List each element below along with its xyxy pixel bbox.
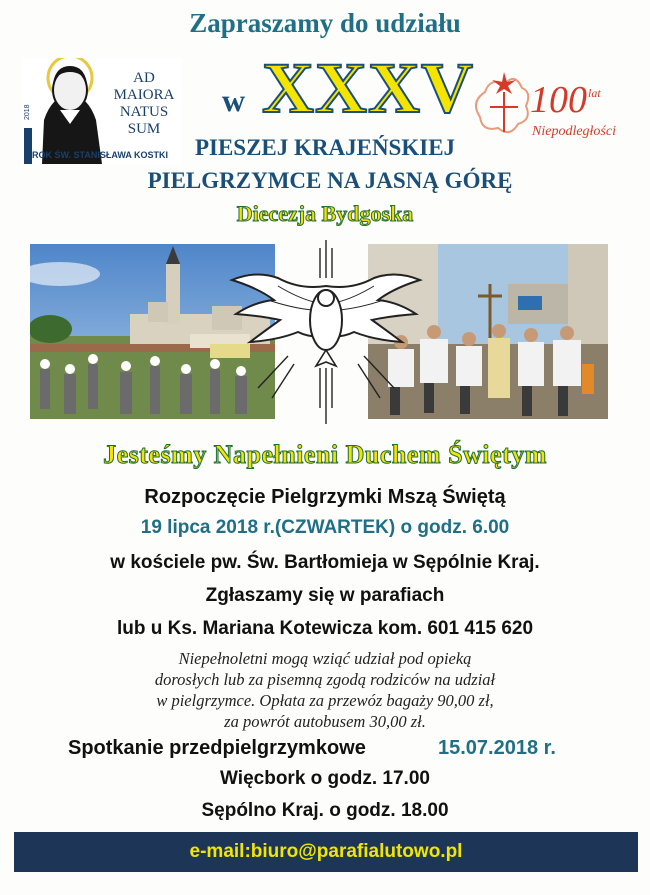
meeting-city-2: Sępólno Kraj. o godz. 18.00 — [201, 800, 449, 821]
logo-motto-line: MAIORA — [113, 87, 175, 103]
contact-line: lub u Ks. Mariana Kotewicza kom. 601 415 620 — [116, 618, 534, 639]
note-line-3: w pielgrzymce. Opłata za przewóz bagaży 90,00 zł, — [156, 691, 494, 710]
logo-year: 2018 — [24, 104, 31, 120]
meeting-city-1: Więcbork o godz. 17.00 — [220, 768, 430, 789]
title-line-3: PIELGRZYMCE NA JASNĄ GÓRĘ — [147, 168, 513, 193]
logo-lat: lat — [588, 86, 601, 100]
registration-line: Zgłaszamy się w parafiach — [205, 585, 445, 606]
logo-footer-text: ROK ŚW. STANISŁAWA KOSTKI — [32, 150, 169, 160]
note-line-1: Niepełnoletni mogą wziąć udział pod opieką — [178, 649, 472, 668]
logo-independence-word: Niepodległości — [532, 124, 616, 139]
logo-100: 100 — [530, 79, 587, 121]
email-link[interactable]: e-mail:biuro@parafialutowo.pl — [189, 841, 463, 862]
note-line-2: dorosłych lub za pisemną zgodą rodziców na udział — [154, 670, 496, 689]
holy-spirit-dove-icon — [228, 238, 424, 428]
start-date-line: 19 lipca 2018 r.(CZWARTEK) o godz. 6.00 — [140, 517, 510, 538]
meeting-label: Spotkanie przedpielgrzymkowe — [68, 737, 366, 759]
meeting-date: 15.07.2018 r. — [438, 737, 556, 759]
note-line-4: za powrót autobusem 30,00 zł. — [224, 712, 426, 731]
invite-heading: Zapraszamy do udziału — [189, 8, 461, 38]
motto-heading: Jesteśmy Napełnieni Duchem Świętym — [103, 440, 547, 469]
logo-motto-line: SUM — [127, 121, 161, 137]
logo-motto-line: NATUS — [119, 104, 169, 120]
title-line-2: PIESZEJ KRAJEŃSKIEJ — [194, 135, 456, 160]
church-line: w kościele pw. Św. Bartłomieja w Sępólnie Kraj. — [110, 552, 540, 573]
diocese-label: Diecezja Bydgoska — [236, 201, 414, 226]
logo-motto — [110, 70, 178, 138]
edition-number: XXXV — [262, 48, 474, 128]
title-w: w — [222, 82, 246, 118]
mass-start-line: Rozpoczęcie Pielgrzymki Mszą Świętą — [144, 486, 506, 508]
logo-motto-line: AD — [133, 70, 155, 86]
